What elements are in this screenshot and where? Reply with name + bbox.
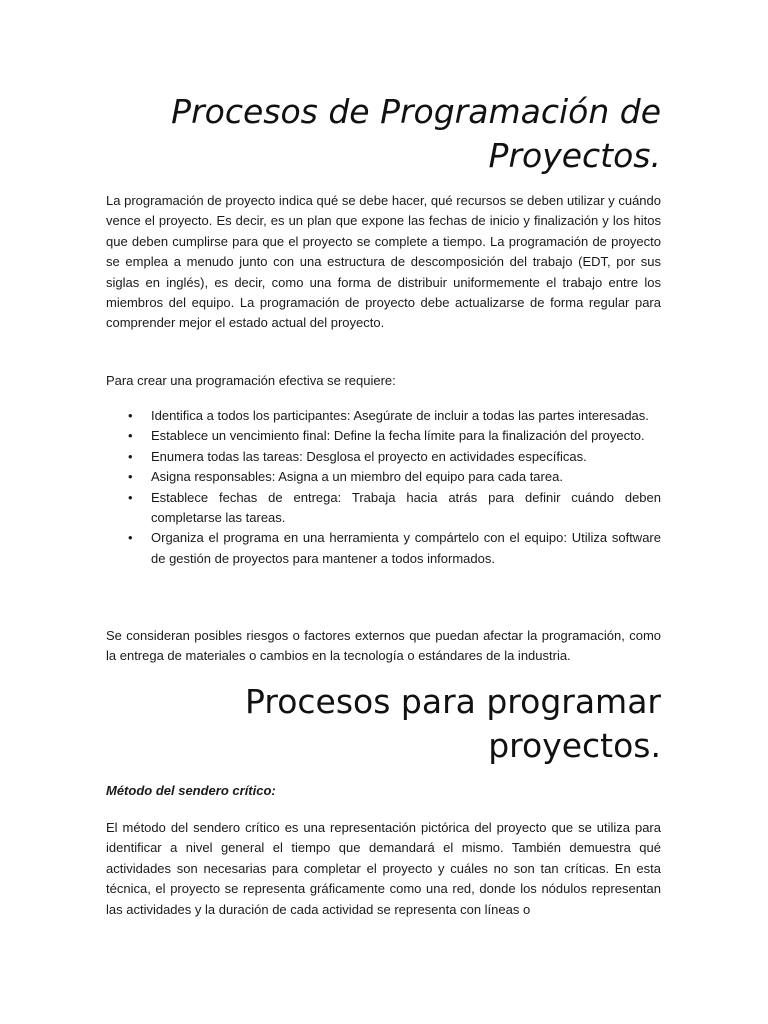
bullet-icon: • (128, 469, 133, 485)
bullet-icon: • (128, 448, 133, 464)
risks-paragraph: Se consideran posibles riesgos o factores externos que puedan afectar la programación, como la entrega de materiales o cambios en la tecnología o estándares de la industria. (106, 628, 661, 664)
list-item-text: Establece fechas de entrega: Trabaja hacia atrás para definir cuándo deben completarse las tareas. (151, 489, 661, 526)
list-item (106, 488, 661, 529)
critical-path-paragraph: El método del sendero crítico es una representación pictórica del proyecto que se utiliza para identificar a nivel general el tiempo que demandará el mismo. También demuestra qué actividades son necesarias para completar el proyecto y cuáles no son tan críticas. En esta técnica, el proyecto se representa gráficamente como una red, donde los nódulos representan las actividades y la duración de cada actividad se representa con líneas o (106, 820, 661, 917)
bullet-icon: • (128, 489, 133, 505)
list-item (106, 406, 661, 426)
list-item (106, 528, 661, 569)
list-item (106, 447, 661, 467)
document-title: Procesos de Programación de Proyectos. (171, 92, 661, 175)
section-title: Procesos para programar proyectos. (245, 682, 661, 765)
list-item-text: Organiza el programa en una herramienta y compártelo con el equipo: Utiliza software de gestión de proyectos para mantener a todos informados. (151, 530, 661, 566)
subheading: Método del sendero crítico: (106, 783, 276, 798)
requirements-list (106, 406, 661, 569)
list-item-text: Asigna responsables: Asigna a un miembro del equipo para cada tarea. (151, 469, 563, 485)
bullet-icon: • (128, 530, 133, 546)
list-item (106, 467, 661, 487)
list-item-text: Enumera todas las tareas: Desglosa el proyecto en actividades específicas. (151, 448, 587, 464)
list-item (106, 426, 661, 446)
intro-paragraph: La programación de proyecto indica qué se debe hacer, qué recursos se deben utilizar y cuándo vence el proyecto. Es decir, es un plan que expone las fechas de inicio y finalización y los hitos que deben cumplirse para que el proyecto se complete a tiempo. La programación de proyecto se emplea a menudo junto con una estructura de descomposición del trabajo (EDT, por sus siglas en inglés), es decir, como una forma de distribuir uniformemente el trabajo entre los miembros del equipo. La programación de proyecto debe actualizarse de forma regular para comprender mejor el estado actual del proyecto. (106, 193, 661, 331)
bullet-icon: • (128, 408, 133, 423)
bullet-icon: • (128, 428, 133, 444)
list-item-text: Identifica a todos los participantes: Asegúrate de incluir a todas las partes interesadas. (151, 408, 649, 423)
requirements-intro: Para crear una programación efectiva se requiere: (106, 373, 396, 388)
list-item-text: Establece un vencimiento final: Define la fecha límite para la finalización del proyecto. (151, 428, 645, 444)
